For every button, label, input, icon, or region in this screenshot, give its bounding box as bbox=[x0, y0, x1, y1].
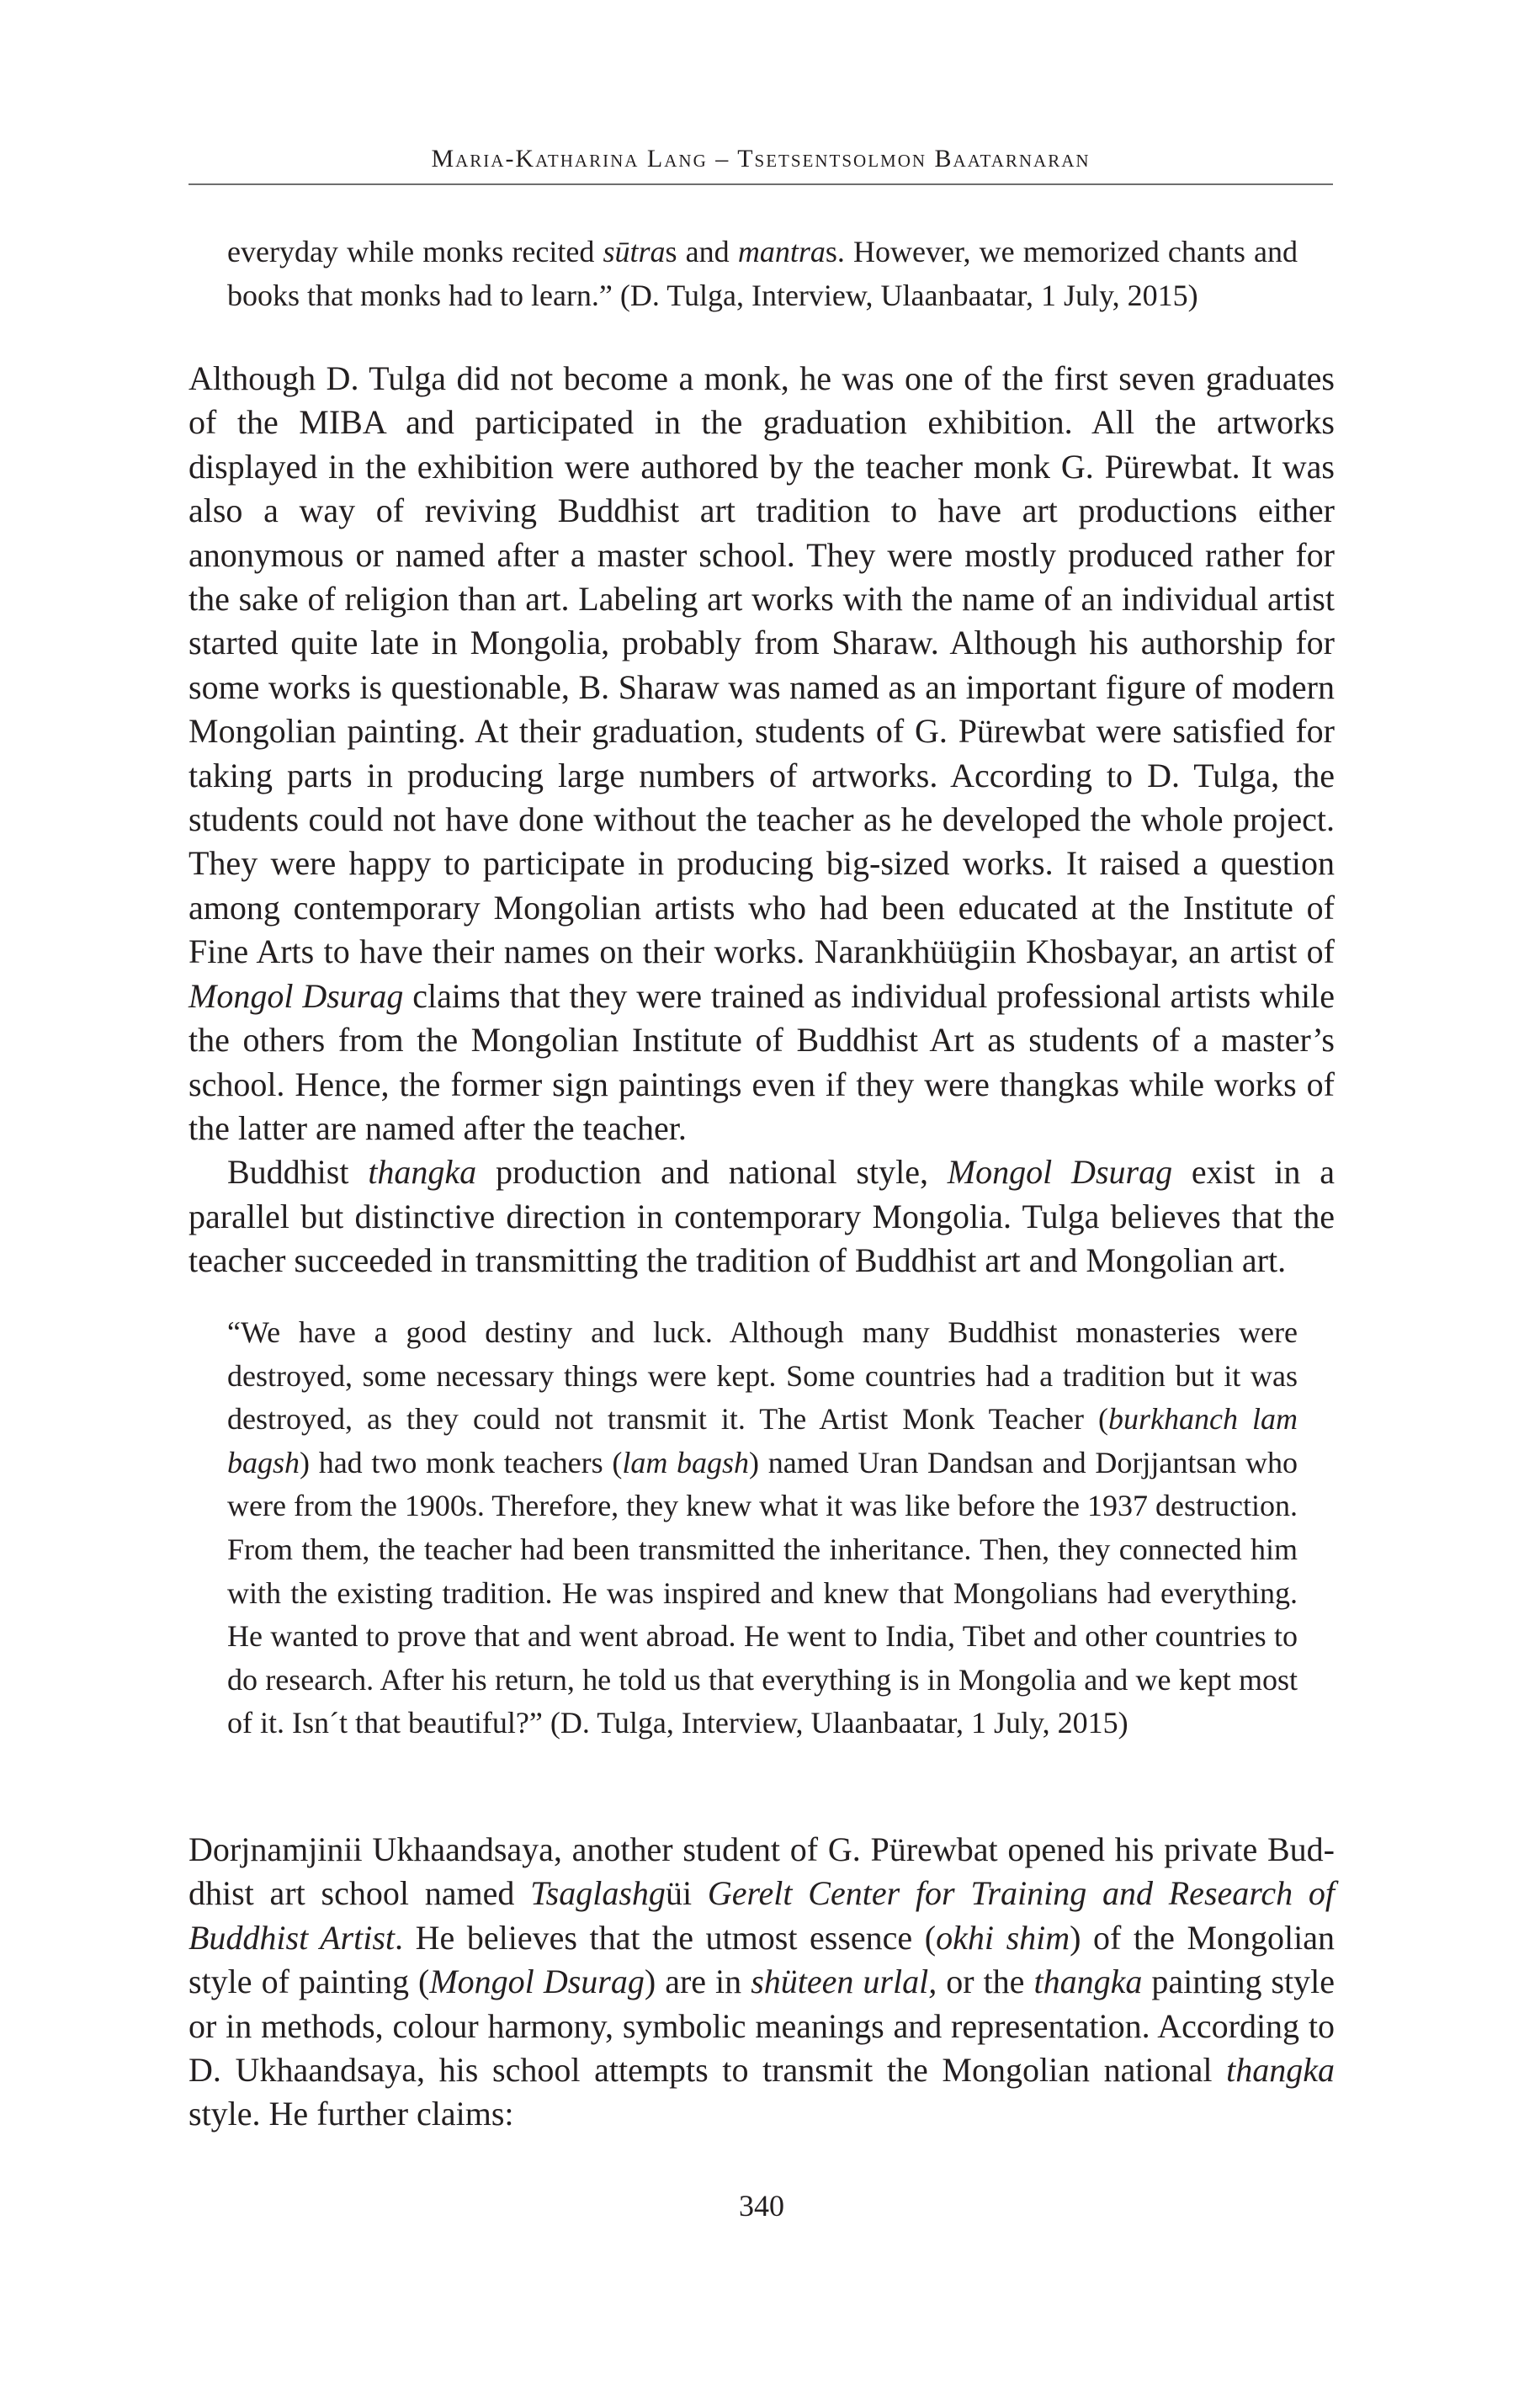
text-run: s and bbox=[665, 235, 738, 268]
body-paragraph-closing bbox=[189, 1828, 1335, 2137]
quote-paragraph bbox=[227, 231, 1298, 317]
text-run: everyday while monks recited bbox=[227, 235, 603, 268]
text-run: . He believes that the utmost essence ( bbox=[395, 1918, 937, 1957]
text-run: ) of the Mongolian style of painting ( bbox=[189, 1918, 1335, 2001]
body-paragraph bbox=[189, 1828, 1335, 2137]
body-paragraph-group bbox=[189, 357, 1335, 1283]
italic-term: mantra bbox=[737, 235, 826, 268]
italic-term: Mongol Dsurag bbox=[189, 976, 404, 1015]
italic-term: thangka bbox=[368, 1153, 477, 1192]
text-run: painting style or in methods, colour harmony, symbolic meanings and representation. According to D. Ukhaandsaya, his school attempts to transmit the Mongolian national bbox=[189, 1963, 1336, 2090]
italic-term: burkhanch lam bagsh bbox=[227, 1402, 1298, 1479]
text-run: Buddhist bbox=[227, 1153, 369, 1192]
italic-term: Mongol Dsurag bbox=[947, 1153, 1173, 1192]
italic-term: Gerelt Center for Training and Research of Buddhist Artist bbox=[189, 1874, 1335, 1957]
body-paragraph bbox=[189, 357, 1335, 1150]
text-run: exist in a parallel but distinctive direction in contemporary Mongolia. Tulga believes that the teacher succeeded in transmitting the tradition of Buddhist art and Mongolian art. bbox=[189, 1153, 1336, 1280]
italic-term: thangka bbox=[1033, 1963, 1143, 2001]
text-run: “We have a good destiny and luck. Although many Buddhist monasteries were destroyed, some necessary things were kept. Some countries had a tradition but it was destroyed, as they could not transmit it. The Artist Monk Teacher ( bbox=[227, 1315, 1298, 1437]
text-run: production and national style, bbox=[476, 1153, 948, 1192]
text-run: Dorjnamjinii Ukhaandsaya, another student of G. Pürewbat opened his private Buddhist art school named bbox=[189, 1830, 1335, 1913]
body-paragraph-indented bbox=[189, 1150, 1335, 1283]
text-run: ) are in bbox=[644, 1963, 751, 2001]
text-run: Although D. Tulga did not become a monk, he was one of the first seven graduates of the MIBA and participated in the graduation exhibition. All the artworks displayed in the exhibition were authored by the teacher monk G. Pürewbat. It was also a way of reviving Buddhist art tradition to have art productions either anonymous or named after a master school. They were mostly produced rather for the sake of religion than art. Labeling art works with the name of an individual artist started quite late in Mongolia, probably from Sharaw. Although his authorship for some works is questionable, B. Sharaw was named as an important figure of modern Mongolian painting. At their graduation, students of G. Pürewbat were satisfied for taking parts in producing large numbers of artworks. According to D. Tulga, the students could not have done without the teacher as he developed the whole project. They were happy to participate in producing big-sized works. It raised a question among contemporary Mongolian artists who had been educated at the Institute of Fine Arts to have their names on their works. Narankhüügiin Khosbayar, an artist of bbox=[189, 359, 1335, 971]
text-run: claims that they were trained as individual professional artists while the others from the Mongolian Institute of Buddhist Art as students of a master’s school. Hence, the former sign paintings even if they were thangkas while works of the latter are named after the teacher. bbox=[189, 976, 1336, 1147]
italic-term: Mongol Dsurag bbox=[429, 1963, 645, 2001]
quote-paragraph bbox=[227, 1311, 1298, 1745]
text-run: style. He further claims: bbox=[189, 2095, 514, 2133]
text-run: or the bbox=[937, 1963, 1034, 2001]
text-run: ) named Uran Dandsan and Dorjjantsan who were from the 1900s. Therefore, they knew what it was like before the 1937 destruction. From them, the teacher had been transmitted the inheritance. Then, they connected him with the existing tradition. He was inspired and knew that Mongolians had everything. He wanted to prove that and went abroad. He went to India, Tibet and other countries to do research. After his return, he told us that everything is in Mongolia and we kept most of it. Isn´t that beautiful?” (D. Tulga, Interview, Ulaanbaatar, 1 July, 2015) bbox=[227, 1445, 1298, 1740]
text-run: s. However, we memorized chants and books that monks had to learn.” (D. Tulga, Interview, Ulaanbaatar, 1 July, 2015) bbox=[227, 235, 1298, 312]
italic-term: okhi shim bbox=[936, 1918, 1070, 1957]
block-quote bbox=[227, 1311, 1298, 1745]
text-run: ) had two monk teachers ( bbox=[300, 1445, 623, 1479]
italic-term: thangka bbox=[1226, 2051, 1335, 2090]
italic-term: shüteen urlal, bbox=[751, 1963, 937, 2001]
header-rule bbox=[189, 183, 1333, 185]
page-number: 340 bbox=[739, 2189, 784, 2223]
block-quote-continued bbox=[227, 231, 1298, 317]
italic-term: Tsaglashg bbox=[530, 1874, 666, 1913]
running-head: Maria-Katharina Lang – Tsetsentsolmon Baatarnaran bbox=[431, 145, 1091, 173]
text-run: üi bbox=[665, 1874, 708, 1913]
italic-term: lam bagsh bbox=[622, 1445, 750, 1479]
italic-term: sūtra bbox=[603, 235, 666, 268]
